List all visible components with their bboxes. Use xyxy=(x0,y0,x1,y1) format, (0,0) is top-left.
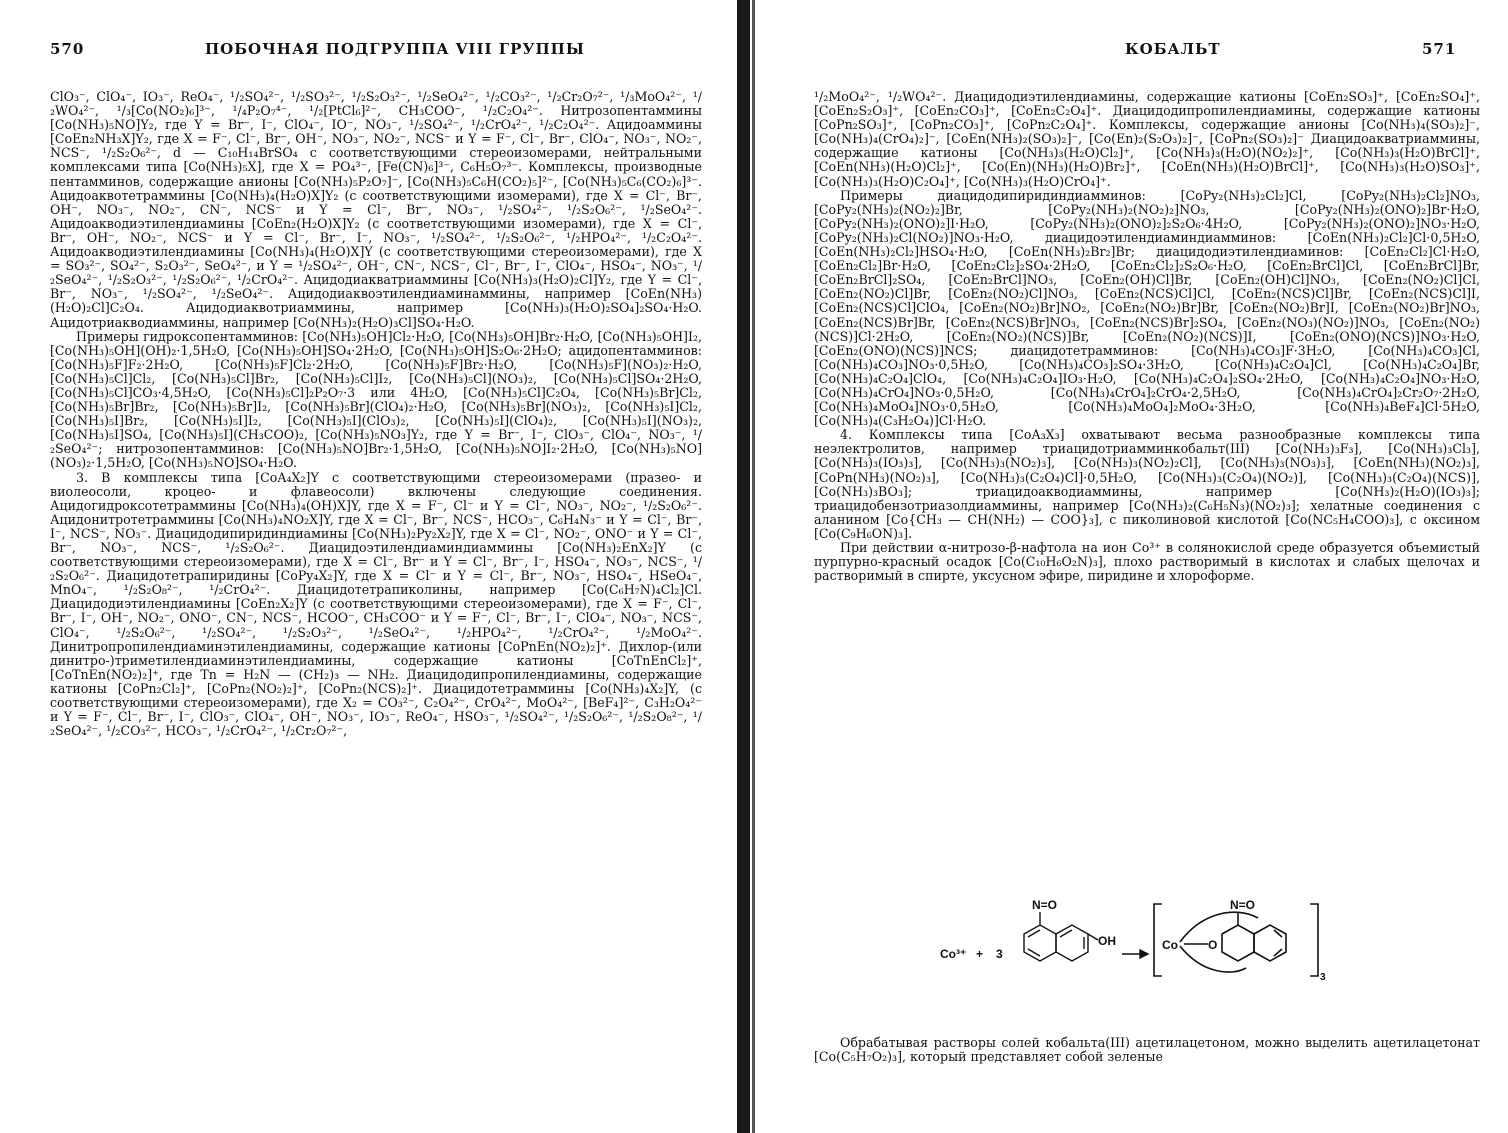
product-oxygen-label: O xyxy=(1208,938,1218,952)
nitroso-naphthol-structure xyxy=(1024,912,1098,961)
hydroxyl-group-label: OH xyxy=(1098,934,1116,948)
right-page-number: 571 xyxy=(1422,40,1457,58)
product-subscript: 3 xyxy=(1320,972,1326,983)
product-metal-label: Co xyxy=(1162,938,1178,952)
right-running-title: КОБАЛЬТ xyxy=(1125,40,1221,58)
right-paragraph-1: ¹/₂MoO₄²⁻, ¹/₂WO₄²⁻. Диацидодиэтилендиамины, содержащие катионы [CoEn₂SO₃]⁺, [CoEn₂SO₄]⁺, [CoEn₂S₂O₃]⁺, [CoEn₂CO₃]⁺, [CoEn₂C₂O₄]⁺. Диацидодипропилендиамины, содержащие катионы [CoPn₂SO₃]⁺, [CoPn₂CO₃]⁺, [CoPn₂C₂O₄]⁺. Комплексы, содержащие анионы [Co(NH₃)₄(SO₃)₂]⁻, [Co(NH₃)₄(CrO₄)₂]⁻, [CoEn(NH₃)₂(SO₃)₂]⁻, [Co(En)₂(S₂O₃)₂]⁻, [CoPn₂(SO₃)₂]⁻ Диацидоакватриаммины, содержащие катионы [Co(NH₃)₃(H₂O)Cl₂]⁺, [Co(NH₃)₃(H₂O)(NO₂)₂]⁺, [Co(NH₃)₃(H₂O)BrCl]⁺, [CoEn(NH₃)(H₂O)Cl₂]⁺, [Co(En)(NH₃)(H₂O)Br₂]⁺, [CoEn(NH₃)(H₂O)BrCl]⁺, [Co(NH₃)₃(H₂O)SO₃]⁺, [Co(NH₃)₃(H₂O)C₂O₄]⁺, [Co(NH₃)₃(H₂O)CrO₄]⁺. xyxy=(814,89,1480,189)
plus-sign: + xyxy=(976,947,984,961)
left-paragraph-3: 3. В комплексы типа [CoA₄X₂]Y с соответствующими стереоизомерами (празео- и виолеосоли, кроцео- и флавеосоли) включены следующие соединения. Ацидогидроксотетраммины [Co(NH₃)₄(OH)X]Y, где X = F⁻, Cl⁻ и Y = Cl⁻, NO₃⁻, NO₂⁻, ¹/₂S₂O₆²⁻. Ацидонитротетраммины [Co(NH₃)₄NO₂X]Y, где X = Cl⁻, Br⁻, NCS⁻, HCO₃⁻, C₆H₄N₃⁻ и Y = Cl⁻, Br⁻, I⁻, NCS⁻, NO₃⁻. Диацидодипиридиндиамины [Co(NH₃)₂Py₂X₂]Y, где X = Cl⁻, NO₂⁻, ONO⁻ и Y = Cl⁻, Br⁻, NO₃⁻, NCS⁻, ¹/₂S₂O₆²⁻. Диацидоэтилендиаминдиаммины [Co(NH₃)₂EnX₂]Y (с соответствующими стереоизомерами), где X = Cl⁻, Br⁻ и Y = Cl⁻, Br⁻, I⁻, HSO₄⁻, NO₃⁻, NCS⁻, ¹/₂S₂O₆²⁻. Диацидотетрапиридины [CoPy₄X₂]Y, где X = Cl⁻ и Y = Cl⁻, Br⁻, NO₃⁻, HSO₄⁻, HSeO₄⁻, MnO₄⁻, ¹/₂S₂O₈²⁻, ¹/₂CrO₄²⁻. Диацидотетрапиколины, например [Co(C₆H₇N)₄Cl₂]Cl. Диацидодиэтилендиамины [CoEn₂X₂]Y (с соответствующими стереоизомерами), где X = F⁻, Cl⁻, Br⁻, I⁻, OH⁻, NO₂⁻, ONO⁻, CN⁻, NCS⁻, HCOO⁻, CH₃COO⁻ и Y = F⁻, Cl⁻, Br⁻, I⁻, ClO₄⁻, NO₃⁻, NCS⁻, ClO₄⁻, ¹/₂S₂O₆²⁻, ¹/₂SO₄²⁻, ¹/₂S₂O₃²⁻, ¹/₂SeO₄²⁻, ¹/₂HPO₄²⁻, ¹/₂CrO₄²⁻, ¹/₂MoO₄²⁻. Динитропропилендиаминэтилендиамины, содержащие катионы [CoPnEn(NO₂)₂]⁺. Дихлор-(или динитро-)триметилендиаминэтилендиамины, содержащие катионы [CoTnEnCl₂]⁺, [CoTnEn(NO₂)₂]⁺, где Tn = H₂N — (CH₂)₃ — NH₂. Диацидодипропилендиамины, содержащие катионы [CoPn₂Cl₂]⁺, [CoPn₂(NO₂)₂]⁺, [CoPn₂(NCS)₂]⁺. Диацидотетраммины [Co(NH₃)₄X₂]Y, (с соответствующими стереоизомерами), где X₂ = CO₃²⁻, C₂O₄²⁻, CrO₄²⁻, MoO₄²⁻, [BeF₄]²⁻, C₃H₂O₄²⁻ и Y = F⁻, Cl⁻, Br⁻, I⁻, ClO₃⁻, ClO₄⁻, OH⁻, NO₃⁻, IO₃⁻, ReO₄⁻, HSO₃⁻, ¹/₂SO₄²⁻, ¹/₂S₂O₆²⁻, ¹/₂S₂O₈²⁻, ¹/₂SeO₄²⁻, ¹/₂CO₃²⁻, HCO₃⁻, ¹/₂CrO₄²⁻, ¹/₂Cr₂O₇²⁻, xyxy=(50,469,702,739)
left-page-number: 570 xyxy=(50,40,85,58)
right-closing-paragraph: Обрабатывая растворы солей кобальта(III) ацетилацетоном, можно выделить ацетилацетонат [Co(C₅H₇O₂)₃], который представляет собой зеленые xyxy=(814,1035,1480,1065)
right-paragraph-2: Примеры диацидодипиридиндиамминов: [CoPy₂(NH₃)₂Cl₂]Cl, [CoPy₂(NH₃)₂Cl₂]NO₃, [CoPy₂(NH₃)₂(NO₂)₂]Br, [CoPy₂(NH₃)₂(NO₂)₂]NO₃, [CoPy₂(NH₃)₂(ONO)₂]Br·H₂O, [CoPy₂(NH₃)₂(ONO)₂]I·H₂O, [CoPy₂(NH₃)₂(ONO)₂]₂S₂O₆·4H₂O, [CoPy₂(NH₃)₂(ONO)₂]NO₃·H₂O, [CoPy₂(NH₃)₂Cl(NO₂)]NO₃·H₂O, диацидоэтилендиаминдиамминов: [CoEn(NH₃)₂Cl₂]Cl·0,5H₂O, [CoEn(NH₃)₂Cl₂]HSO₄·H₂O, [CoEn(NH₃)₂Br₂]Br; диацидодиэтилендиаминов: [CoEn₂Cl₂]Cl·H₂O, [CoEn₂Cl₂]Br·H₂O, [CoEn₂Cl₂]₂SO₄·2H₂O, [CoEn₂Cl₂]₂S₂O₆·H₂O, [CoEn₂BrCl]Cl, [CoEn₂BrCl]Br, [CoEn₂BrCl]₂SO₄, [CoEn₂BrCl]NO₃, [CoEn₂(OH)Cl]Br, [CoEn₂(OH)Cl]NO₃, [CoEn₂(NO₂)Cl]Cl, [CoEn₂(NO₂)Cl]Br, [CoEn₂(NO₂)Cl]NO₃, [CoEn₂(NCS)Cl]Cl, [CoEn₂(NCS)Cl]Br, [CoEn₂(NCS)Cl]I, [CoEn₂(NCS)Cl]ClO₄, [CoEn₂(NO₂)Br]NO₂, [CoEn₂(NO₂)Br]Br, [CoEn₂(NO₂)Br]I, [CoEn₂(NO₂)Br]NO₃, [CoEn₂(NCS)Br]Br, [CoEn₂(NCS)Br]NO₃, [CoEn₂(NCS)Br]₂SO₄, [CoEn₂(NO₃)(NO₂)]NO₃, [CoEn₂(NO₂)(NCS)]Cl·2H₂O, [CoEn₂(NO₂)(NCS)]Br, [CoEn₂(NO₂)(NCS)]I, [CoEn₂(ONO)(NCS)]NO₃·H₂O, [CoEn₂(ONO)(NCS)]NCS; диацидотетрамминов: [Co(NH₃)₄CO₃]F·3H₂O, [Co(NH₃)₄CO₃]Cl, [Co(NH₃)₄CO₃]NO₃·0,5H₂O, [Co(NH₃)₄CO₃]₂SO₄·3H₂O, [Co(NH₃)₄C₂O₄]Cl, [Co(NH₃)₄C₂O₄]Br, [Co(NH₃)₄C₂O₄]ClO₄, [Co(NH₃)₄C₂O₄]IO₃·H₂O, [Co(NH₃)₄C₂O₄]₂SO₄·2H₂O, [Co(NH₃)₄C₂O₄]NO₃·H₂O, [Co(NH₃)₄CrO₄]NO₃·0,5H₂O, [Co(NH₃)₄CrO₄]₂CrO₄·2,5H₂O, [Co(NH₃)₄CrO₄]₂Cr₂O₇·2H₂O, [Co(NH₃)₄MoO₄]NO₃·0,5H₂O, [Co(NH₃)₄MoO₄]₂MoO₄·3H₂O, [Co(NH₃)₄BeF₄]Cl·5H₂O, [Co(NH₃)₄(C₃H₂O₄)]Cl·H₂O. xyxy=(814,187,1480,429)
left-paragraph-2: Примеры гидроксопентамминов: [Co(NH₃)₅OH]Cl₂·H₂O, [Co(NH₃)₅OH]Br₂·H₂O, [Co(NH₃)₅OH]I₂, [Co(NH₃)₅OH](OH)₂·1,5H₂O, [Co(NH₃)₅OH]SO₄·2H₂O, [Co(NH₃)₅OH]S₂O₆·2H₂O; ацидопентамминов: [Co(NH₃)₅F]F₂·2H₂O, [Co(NH₃)₅F]Cl₂·2H₂O, [Co(NH₃)₅F]Br₂·H₂O, [Co(NH₃)₅F](NO₃)₂·H₂O, [Co(NH₃)₅Cl]Cl₂, [Co(NH₃)₅Cl]Br₂, [Co(NH₃)₅Cl]I₂, [Co(NH₃)₅Cl](NO₃)₂, [Co(NH₃)₅Cl]SO₄·2H₂O, [Co(NH₃)₅Cl]CO₃·4,5H₂O, [Co(NH₃)₅Cl]₂P₂O₇·3 или 4H₂O, [Co(NH₃)₅Cl]C₂O₄, [Co(NH₃)₅Br]Cl₂, [Co(NH₃)₅Br]Br₂, [Co(NH₃)₅Br]I₂, [Co(NH₃)₅Br](ClO₄)₂·H₂O, [Co(NH₃)₅Br](NO₃)₂, [Co(NH₃)₅I]Cl₂, [Co(NH₃)₅I]Br₂, [Co(NH₃)₅I]I₂, [Co(NH₃)₅I](ClO₃)₂, [Co(NH₃)₅I](ClO₄)₂, [Co(NH₃)₅I](NO₃)₂, [Co(NH₃)₅I]SO₄, [Co(NH₃)₅I](CH₃COO)₂, [Co(NH₃)₅NO₃]Y₂, где Y = Br⁻, I⁻, ClO₃⁻, ClO₄⁻, NO₃⁻, ¹/₂SeO₄²⁻; нитрозопентамминов: [Co(NH₃)₅NO]Br₂·1,5H₂O, [Co(NH₃)₅NO]I₂·2H₂O, [Co(NH₃)₅NO](NO₃)₂·1,5H₂O, [Co(NH₃)₅NO]SO₄·H₂O. xyxy=(50,328,702,471)
right-page-body xyxy=(814,90,1480,583)
right-paragraph-3: 4. Комплексы типа [CoA₃X₃] охватывают весьма разнообразные комплексы типа неэлектролитов, например триацидотриамминкобальт(III) [Co(NH₃)₃F₃], [Co(NH₃)₃Cl₃], [Co(NH₃)₃(IO₃)₃], [Co(NH₃)₃(NO₂)₃], [Co(NH₃)₃(NO₂)₂Cl], [Co(NH₃)₃(NO₃)₃], [CoEn(NH₃)(NO₂)₃], [CoPn(NH₃)(NO₂)₃], [Co(NH₃)₃(C₂O₄)Cl]·0,5H₂O, [Co(NH₃)₃(C₂O₄)(NO₂)], [Co(NH₃)₃(C₂O₄)(NCS)], [Co(NH₃)₃BO₃]; триацидоакводиаммины, например [Co(NH₃)₂(H₂O)(IO₃)₃]; триацидобензотриазолдиаммины, например [Co(NH₃)₂(C₆H₅N₃)(NO₂)₃]; хелатные соединения с аланином [Co{CH₃ — CH(NH₂) — COO}₃], с пиколиновой кислотой [Co(NC₅H₄COO)₃], с оксином [Co(C₉H₆ON)₃]. xyxy=(814,427,1480,541)
left-page xyxy=(0,0,740,1133)
reaction-arrow xyxy=(1122,950,1148,958)
book-gutter xyxy=(737,0,750,1133)
cobalt-ion-label: Co³⁺ xyxy=(940,947,967,961)
product-nitroso-label: N=O xyxy=(1230,898,1256,912)
right-paragraph-4: При действии α-нитрозо-β-нафтола на ион Co³⁺ в солянокислой среде образуется объемистый пурпурно-красный осадок [Co(C₁₀H₆O₂N)₃], плохо растворимый в кислотах и слабых щелочах и растворимый в спирте, уксусном эфире, пиридине и хлороформе. xyxy=(814,540,1480,584)
nitroso-group-label: N=O xyxy=(1032,898,1058,912)
right-page xyxy=(770,0,1508,1133)
product-complex-structure xyxy=(1154,904,1318,976)
left-page-body xyxy=(50,90,702,738)
coefficient-label: 3 xyxy=(996,947,1003,961)
book-gutter-edge xyxy=(752,0,755,1133)
reaction-scheme xyxy=(940,896,1340,986)
left-paragraph-1: ClO₃⁻, ClO₄⁻, IO₃⁻, ReO₄⁻, ¹/₂SO₄²⁻, ¹/₂SO₃²⁻, ¹/₂S₂O₃²⁻, ¹/₂SeO₄²⁻, ¹/₂CO₃²⁻, ¹/₂Cr₂O₇²⁻, ¹/₃MoO₄²⁻, ¹/₂WO₄²⁻, ¹/₃[Co(NO₂)₆]³⁻, ¹/₄P₂O₇⁴⁻, ¹/₂[PtCl₆]²⁻, CH₃COO⁻, ¹/₂C₂O₄²⁻. Нитрозопентаммины [Co(NH₃)₅NO]Y₂, где Y = Br⁻, I⁻, ClO₄⁻, IO⁻, NO₃⁻, ¹/₂SO₄²⁻, ¹/₂CrO₄²⁻, ¹/₂C₂O₄²⁻. Ацидоаммины [CoEn₂NH₃X]Y₂, где X = F⁻, Cl⁻, Br⁻, OH⁻, NO₃⁻, NO₂⁻, NCS⁻ и Y = F⁻, Cl⁻, Br⁻, ClO₄⁻, NO₃⁻, NO₂⁻, NCS⁻, ¹/₂S₂O₆²⁻, d — C₁₀H₁₄BrSO₄ с соответствующими стереоизомерами, нейтральными комплексами типа [Co(NH₃)₅X], где X = PO₄³⁻, [Fe(CN)₆]³⁻, C₆H₅O₇³⁻. Комплексы, производные пентамминов, содержащие анионы [Co(NH₃)₅P₂O₇]⁻, [Co(NH₃)₅C₆H(CO₂)₅]²⁻, [Co(NH₃)₅C₆(CO₂)₆]³⁻. Ацидоаквотетраммины [Co(NH₃)₄(H₂O)X]Y₂ (с соответствующими изомерами), где X = Cl⁻, Br⁻, OH⁻, NO₃⁻, NO₂⁻, CN⁻, NCS⁻ и Y = Cl⁻, Br⁻, NO₃⁻, ¹/₂SO₄²⁻, ¹/₂S₂O₆²⁻, ¹/₂SeO₄²⁻. Ацидоакводиэтилендиамины [CoEn₂(H₂O)X]Y₂ (с соответствующими изомерами), где X = Cl⁻, Br⁻, OH⁻, NO₂⁻, NCS⁻ и Y = Cl⁻, Br⁻, I⁻, NO₃⁻, ¹/₂SO₄²⁻, ¹/₂S₂O₆²⁻, ¹/₂HPO₄²⁻, ¹/₂C₂O₄²⁻. Ацидоакводиэтилендиамины [Co(NH₃)₄(H₂O)X]Y (с соответствующими стереоизомерами), где X = SO₃²⁻, SO₄²⁻, S₂O₃²⁻, SeO₄²⁻, и Y = ¹/₂SO₄²⁻, OH⁻, CN⁻, NCS⁻, Cl⁻, Br⁻, I⁻, ClO₄⁻, HSO₄⁻, NO₃⁻, ¹/₂SeO₄²⁻, ¹/₂S₂O₃²⁻, ¹/₂S₂O₆²⁻, ¹/₂CrO₄²⁻. Ацидодиакватриаммины [Co(NH₃)₃(H₂O)₂Cl]Y₂, где Y = Cl⁻, Br⁻, NO₃⁻, ¹/₂SO₄²⁻, ¹/₂SeO₄²⁻. Ацидодиаквоэтилендиаминаммины, например [CoEn(NH₃)(H₂O)₂Cl]C₂O₄. Ацидодиаквотриаммины, например [Co(NH₃)₃(H₂O)₂SO₄]₂SO₄·H₂O. Ацидотриакводиаммины, например [Co(NH₃)₂(H₂O)₃Cl]SO₄·H₂O. xyxy=(50,89,702,330)
left-running-title: ПОБОЧНАЯ ПОДГРУППА VIII ГРУППЫ xyxy=(205,40,585,58)
